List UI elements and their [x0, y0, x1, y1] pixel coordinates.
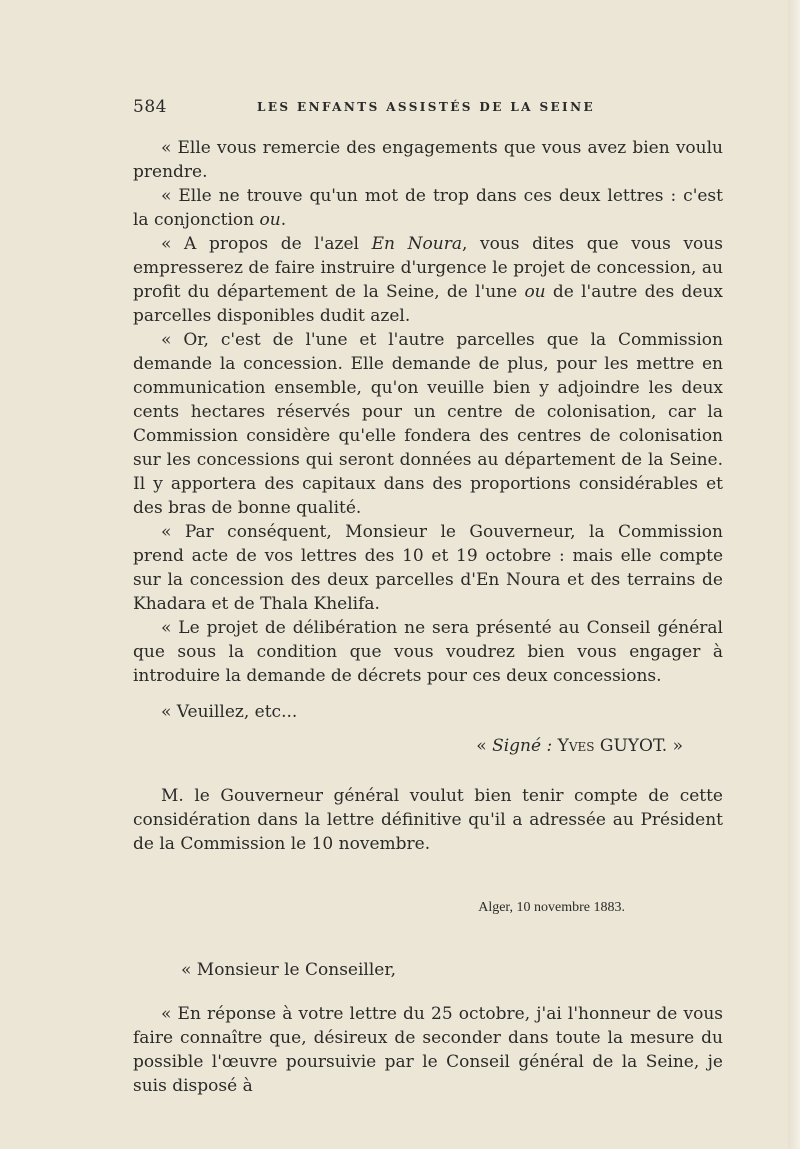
paragraph-3 [133, 232, 723, 328]
signature-first-name: Yves [557, 736, 595, 756]
running-head: LES ENFANTS ASSISTÉS DE LA SEINE [257, 100, 595, 114]
paragraph-4: « Or, c'est de l'une et l'autre parcelles que la Commission demande la concession. Elle demande de plus, pour les mettre en communication ensemble, qu'on veuille bien y adjoindre les deux cents hectares réservés pour un centre de colonisation, car la Commission considère qu'elle fondera des centres de colonisation sur les concessions qui seront données au département de la Seine. Il y apportera des capitaux dans des proportions considérables et des bras de bonne qualité. [133, 330, 723, 518]
signature-signed: Signé : [492, 736, 553, 756]
paragraph-7: « Veuillez, etc... [161, 702, 298, 722]
paragraph-5: « Par conséquent, Monsieur le Gouverneur, la Commission prend acte de vos lettres des 10 et 19 octobre : mais elle compte sur la concession des deux parcelles d'En Noura et des terrains de Khadara et de Thala Khelifa. [133, 522, 723, 614]
signature-close-quote: » [672, 736, 683, 756]
paragraph-2 [133, 184, 723, 232]
paragraph-2-text: « Elle ne trouve qu'un mot de trop dans ces deux lettres : c'est la conjonction [133, 186, 723, 230]
signature-line [133, 734, 723, 758]
paragraph-3-text-a: « A propos de l'azel [161, 234, 372, 254]
signature-open-quote: « [476, 736, 493, 756]
salutation: « Monsieur le Conseiller, [181, 960, 397, 980]
italic-ou: ou [524, 282, 546, 302]
signature-last-name: GUYOT. [599, 736, 668, 756]
page-number: 584 [133, 97, 167, 117]
paragraph-3-text-c: de l'autre des deux parcelles disponibles dudit azel. [133, 282, 724, 326]
paragraph-9: « En réponse à votre lettre du 25 octobre, j'ai l'honneur de vous faire connaître que, désireux de seconder dans toute la mesure du possible l'œuvre poursuivie par le Conseil général de la Seine, je suis disposé à [133, 1004, 723, 1096]
page-edge [788, 0, 800, 1149]
italic-azel-name: En Noura [371, 234, 462, 254]
paragraph-8: M. le Gouverneur général voulut bien tenir compte de cette considération dans la lettre définitive qu'il a adressée au Président de la Commission le 10 novembre. [133, 786, 723, 854]
paragraph-6: « Le projet de délibération ne sera présenté au Conseil général que sous la condition que vous voudrez bien vous engager à introduire la demande de décrets pour ces deux concessions. [133, 618, 723, 686]
page-header [133, 97, 723, 121]
paragraph-2-end: . [280, 210, 287, 230]
dateline: Alger, 10 novembre 1883. [478, 900, 625, 915]
paragraph-1: « Elle vous remercie des engagements que vous avez bien voulu prendre. [133, 138, 723, 182]
italic-conjunction: ou [259, 210, 281, 230]
paragraph-3-text-b: , vous dites que vous vous empresserez de faire instruire d'urgence le projet de concession, au profit du département de la Seine, de l'une [133, 234, 723, 302]
main-text [133, 136, 723, 1098]
